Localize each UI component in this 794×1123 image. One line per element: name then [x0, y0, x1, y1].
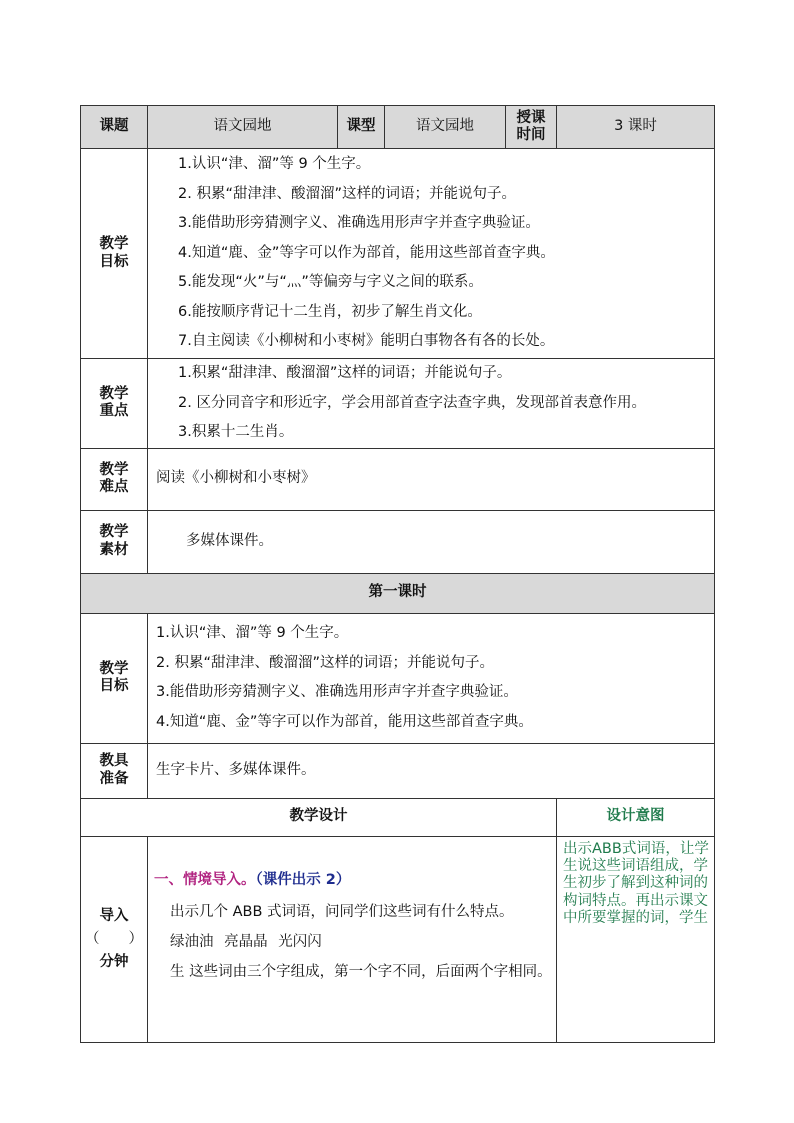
tools-label — [81, 743, 148, 798]
difficulty-text: 阅读《小柳树和小枣树》 — [148, 448, 715, 510]
period-goal-item: 4.知道“鹿、金”等字可以作为部首，能用这些部首查字典。 — [156, 713, 533, 730]
section-row — [81, 573, 715, 613]
period-goals-content — [148, 613, 715, 743]
intro-label — [81, 836, 148, 1042]
intro-label-line-2: （ ） — [85, 930, 143, 947]
key-points-label — [81, 359, 148, 449]
intro-line: 出示几个 ABB 式词语，问同学们这些词有什么特点。 — [170, 903, 514, 920]
difficulty-label-line-1: 教学 — [99, 461, 129, 478]
tools-row — [81, 743, 715, 798]
materials-row — [81, 510, 715, 573]
design-header-row — [81, 798, 715, 836]
goal-item: 7.自主阅读《小柳树和小枣树》能明白事物各有各的长处。 — [178, 333, 555, 350]
difficulty-label-line-2: 难点 — [99, 479, 129, 495]
time-label-line-1: 授课 — [516, 110, 546, 126]
intro-heading — [154, 863, 556, 897]
intro-label-line-3: 分钟 — [99, 953, 129, 970]
topic-label: 课题 — [81, 106, 148, 149]
goal-item: 5.能发现“火”与“灬”等偏旁与字义之间的联系。 — [178, 274, 483, 291]
topic-value: 语文园地 — [148, 106, 338, 149]
intent-header: 设计意图 — [557, 798, 715, 836]
intro-intent: 出示ABB式词语，让学生说这些词语组成，学生初步了解到这种词的构词特点。再出示课文中所要掌握的词，学生 — [557, 836, 715, 1042]
period-goals-label-line-1: 教学 — [99, 660, 129, 677]
goal-item: 6.能按顺序背记十二生肖，初步了解生肖文化。 — [178, 303, 482, 320]
goal-item: 3.能借助形旁猜测字义、准确选用形声字并查字典验证。 — [178, 215, 540, 232]
period-goal-item: 2. 积累“甜津津、酸溜溜”这样的词语；并能说句子。 — [156, 654, 494, 671]
key-point-item: 3.积累十二生肖。 — [178, 424, 294, 440]
materials-text: 多媒体课件。 — [148, 510, 715, 573]
goals-label-line-2: 目标 — [99, 253, 129, 270]
goal-item: 2. 积累“甜津津、酸溜溜”这样的词语；并能说句子。 — [178, 185, 516, 202]
materials-label-line-1: 教学 — [99, 524, 129, 541]
type-label: 课型 — [338, 106, 385, 149]
goals-label — [81, 149, 148, 359]
intro-content — [148, 836, 557, 1042]
lesson-plan-table — [80, 105, 715, 1043]
period-goal-item: 1.认识“津、溜”等 9 个生字。 — [156, 625, 349, 641]
intro-row — [81, 836, 715, 1042]
time-value: 3 课时 — [557, 106, 715, 149]
goals-content — [148, 149, 715, 359]
materials-label-line-2: 素材 — [99, 541, 129, 558]
section-title: 第一课时 — [81, 573, 715, 613]
period-goal-item: 3.能借助形旁猜测字义、准确选用形声字并查字典验证。 — [156, 684, 518, 700]
goal-item: 4.知道“鹿、金”等字可以作为部首，能用这些部首查字典。 — [178, 244, 555, 261]
period-goals-label — [81, 613, 148, 743]
tools-label-line-1: 教具 — [99, 753, 129, 770]
time-label — [506, 106, 557, 149]
intro-heading-note: （课件出示 2） — [255, 871, 351, 888]
key-points-label-line-1: 教学 — [99, 385, 129, 402]
key-point-item: 1.积累“甜津津、酸溜溜”这样的词语；并能说句子。 — [178, 365, 512, 381]
materials-label — [81, 510, 148, 573]
tools-label-line-2: 准备 — [99, 770, 129, 787]
difficulty-row — [81, 448, 715, 510]
intro-line: 绿油油 亮晶晶 光闪闪 — [170, 933, 322, 950]
goals-row — [81, 149, 715, 359]
key-points-label-line-2: 重点 — [99, 403, 129, 420]
tools-text: 生字卡片、多媒体课件。 — [148, 743, 715, 798]
time-label-line-2: 时间 — [516, 127, 546, 143]
difficulty-label — [81, 448, 148, 510]
period-goals-label-line-2: 目标 — [99, 678, 129, 694]
header-row — [81, 106, 715, 149]
goal-item: 1.认识“津、溜”等 9 个生字。 — [178, 156, 371, 173]
period-goals-row — [81, 613, 715, 743]
goals-label-line-1: 教学 — [99, 236, 129, 253]
design-header: 教学设计 — [81, 798, 557, 836]
intro-heading-title: 一、情境导入。 — [154, 871, 256, 888]
key-point-item: 2. 区分同音字和形近字，学会用部首查字法查字典，发现部首表意作用。 — [178, 394, 646, 411]
key-points-content — [148, 359, 715, 449]
type-value: 语文园地 — [385, 106, 506, 149]
intro-line: 生 这些词由三个字组成，第一个字不同，后面两个字相同。 — [170, 963, 552, 980]
intro-label-line-1: 导入 — [99, 907, 129, 924]
key-points-row — [81, 359, 715, 449]
